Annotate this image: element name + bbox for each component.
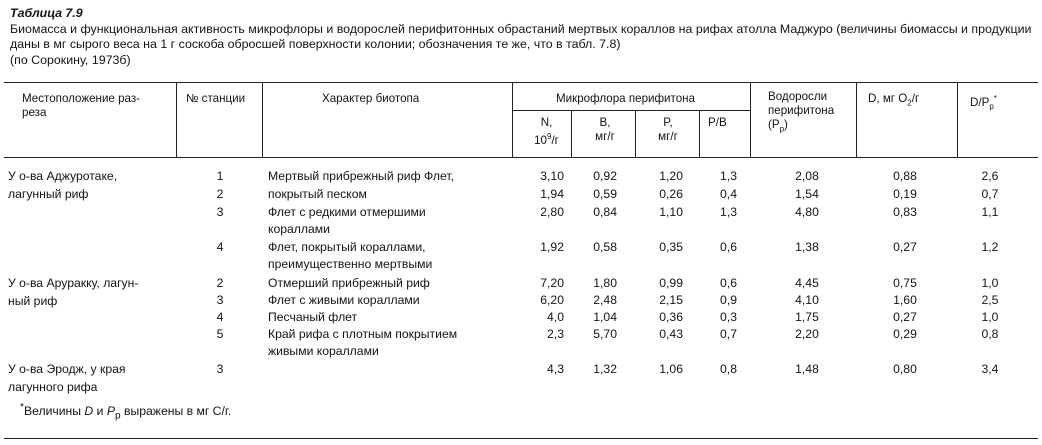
p-cell: 1,10: [659, 205, 683, 219]
pb-cell: 0,8: [720, 362, 737, 376]
b-cell: 5,70: [593, 327, 617, 341]
header-d: D, мг $O_2/г$: [868, 92, 920, 108]
caption-source: (по Сорокину, 1973б): [10, 52, 131, 67]
site-erodzh: У о-ва Эродж, у края лагунного рифа: [8, 362, 126, 394]
p-cell: 0,26: [659, 187, 683, 201]
col-divider: [262, 82, 263, 157]
pb-cell: 1,3: [720, 205, 737, 219]
station-cell: 3: [216, 205, 224, 219]
algae-cell: 4,10: [795, 293, 819, 307]
station-cell: 2: [216, 276, 224, 290]
dpp-cell: 0,8: [981, 327, 999, 341]
p-cell: 0,36: [659, 310, 683, 324]
algae-cell: 1,48: [795, 362, 819, 376]
pb-cell: 0,4: [720, 187, 737, 201]
p-cell: 1,06: [659, 362, 683, 376]
d-cell: 0,88: [893, 169, 917, 183]
station-cell: 2: [216, 187, 224, 201]
d-cell: 0,83: [893, 205, 917, 219]
dpp-cell: 1,1: [981, 205, 999, 219]
footnote: *Величины D и $P_p$ выражены в мг С/г.: [20, 402, 232, 422]
n-cell: 6,20: [540, 293, 564, 307]
biotope-cell: Мертвый прибрежный риф Флет,: [268, 169, 454, 183]
d-cell: 0,27: [893, 240, 917, 254]
d-cell: 0,19: [893, 187, 917, 201]
n-cell: 4,0: [547, 310, 564, 324]
col-divider: [176, 82, 177, 157]
pb-cell: 0,3: [720, 310, 737, 324]
dpp-cell: 3,4: [981, 362, 999, 376]
header-d-pp: $D/P_p^*$: [970, 94, 997, 112]
col-divider: [512, 82, 513, 157]
header-location: Местоположение раз- реза: [22, 92, 141, 119]
b-cell: 0,84: [593, 205, 617, 219]
d-cell: 1,60: [893, 293, 917, 307]
station-cell: 1: [216, 169, 224, 183]
table-label: Таблица 7.9: [10, 6, 83, 20]
col-divider: [571, 110, 572, 157]
col-divider: [957, 82, 958, 157]
table-bottom-rule: [4, 438, 1038, 439]
pb-cell: 0,6: [720, 240, 737, 254]
header-bottom-rule: [4, 157, 1038, 158]
biotope-cell: Флет, покрытый кораллами, преимущественно мертвыми: [268, 240, 433, 271]
n-cell: 3,10: [540, 169, 564, 183]
header-microflora: Микрофлора перифитона: [556, 92, 695, 105]
algae-cell: 2,08: [795, 169, 819, 183]
header-p: P, мг/г: [658, 116, 678, 143]
header-station: № станции: [186, 92, 246, 105]
col-divider: [856, 82, 857, 157]
p-cell: 1,20: [659, 169, 683, 183]
biotope-cell: Отмерший прибрежный риф: [268, 276, 430, 290]
biotope-cell: Песчаный флет: [268, 310, 358, 324]
station-cell: 5: [216, 327, 224, 341]
pb-cell: 0,9: [720, 293, 737, 307]
dpp-cell: 1,2: [981, 240, 999, 254]
pb-cell: 1,3: [720, 169, 737, 183]
algae-cell: 1,38: [795, 240, 819, 254]
dpp-cell: 2,5: [981, 293, 999, 307]
station-cell: 4: [216, 310, 224, 324]
b-cell: 0,59: [593, 187, 617, 201]
caption-text: Биомасса и функциональная активность микрофлоры и водорослей перифитонных обрастаний мертвых кораллов на рифах атолла Маджуро (величины биомассы и продукции даны в мг сырого веса на 1 г соскоба обросшей поверхности колонии; обозначения те же, что в табл. 7.8): [10, 21, 1032, 51]
table-top-rule: [4, 82, 1038, 83]
site-adzhurotake: У о-ва Аджуротаке, лагунный риф: [8, 169, 118, 201]
col-divider: [750, 82, 751, 157]
b-cell: 0,92: [593, 169, 617, 183]
station-cell: 3: [216, 293, 224, 307]
algae-cell: 2,20: [795, 327, 819, 341]
pb-cell: 0,6: [720, 276, 737, 290]
d-cell: 0,75: [893, 276, 917, 290]
algae-cell: 4,45: [795, 276, 819, 290]
p-cell: 0,99: [659, 276, 683, 290]
p-cell: 0,43: [659, 327, 683, 341]
b-cell: 1,32: [593, 362, 617, 376]
n-cell: 1,94: [540, 187, 564, 201]
dpp-cell: 1,0: [981, 276, 999, 290]
b-cell: 1,04: [593, 310, 617, 324]
b-cell: 0,58: [593, 240, 617, 254]
n-cell: 1,92: [540, 240, 564, 254]
station-cell: 3: [216, 362, 224, 376]
algae-cell: 4,80: [795, 205, 819, 219]
d-cell: 0,29: [893, 327, 917, 341]
col-divider: [699, 110, 700, 157]
p-cell: 0,35: [659, 240, 683, 254]
pb-cell: 0,7: [720, 327, 737, 341]
algae-cell: 1,75: [795, 310, 819, 324]
n-cell: 4,3: [547, 362, 564, 376]
header-algae: Водоросли перифитона $(P_p)$: [768, 90, 835, 134]
n-cell: 2,80: [540, 205, 564, 219]
d-cell: 0,27: [893, 310, 917, 324]
biotope-cell: покрытый песком: [268, 187, 367, 201]
b-cell: 1,80: [593, 276, 617, 290]
biotope-cell: Флет с редкими отмершими кораллами: [268, 205, 426, 236]
header-n: N, $10^9/г$: [534, 116, 559, 147]
n-cell: 7,20: [540, 276, 564, 290]
algae-cell: 1,54: [795, 187, 819, 201]
dpp-cell: 1,0: [981, 310, 999, 324]
header-b: B, мг/г: [595, 116, 615, 143]
p-cell: 2,15: [659, 293, 683, 307]
header-pb: P/B: [708, 116, 727, 129]
dpp-cell: 2,6: [981, 169, 999, 183]
header-biotope: Характер биотопа: [322, 92, 420, 105]
biotope-cell: Край рифа с плотным покрытием живыми кораллами: [268, 327, 458, 358]
table-caption: [10, 6, 1035, 68]
microflora-subrule: [512, 110, 750, 111]
dpp-cell: 0,7: [981, 187, 999, 201]
biotope-cell: Флет с живыми кораллами: [268, 293, 420, 307]
col-divider: [635, 110, 636, 157]
station-cell: 4: [216, 240, 224, 254]
site-arurakku: У о-ва Аруракку, лагун- ный риф: [8, 276, 139, 308]
b-cell: 2,48: [593, 293, 617, 307]
n-cell: 2,3: [547, 327, 564, 341]
d-cell: 0,80: [893, 362, 917, 376]
